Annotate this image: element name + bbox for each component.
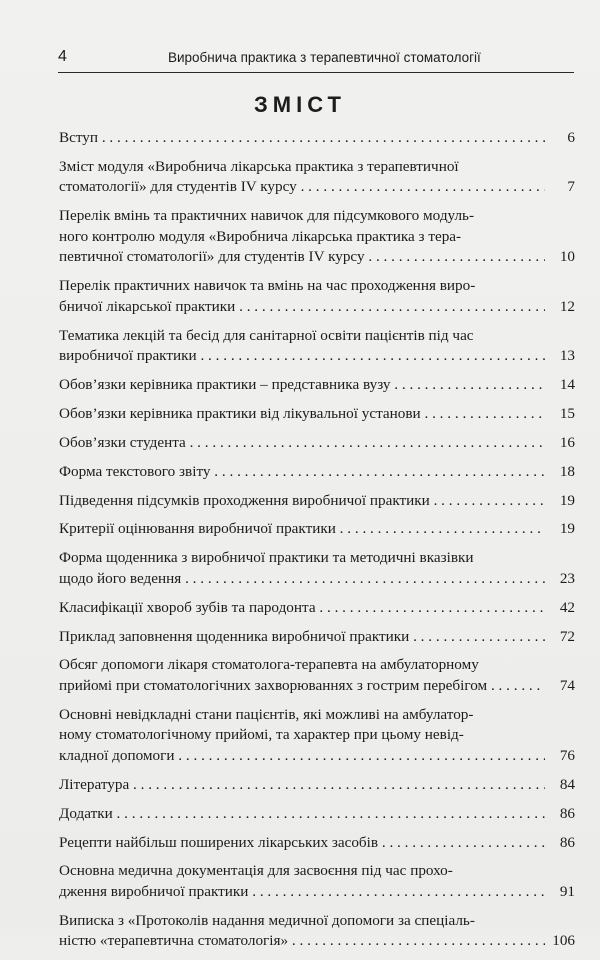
toc-title: ЗМІСТ bbox=[254, 92, 346, 117]
toc-entry-line: Додатки . . . bbox=[59, 804, 545, 825]
toc-entry-page: 42 bbox=[559, 598, 575, 616]
toc-entry-line: Тематика лекцій та бесід для санітарної освіти пацієнтів під час bbox=[59, 326, 474, 344]
table-of-contents bbox=[59, 128, 575, 960]
toc-entry bbox=[59, 705, 575, 767]
toc-entry-title bbox=[59, 861, 545, 902]
toc-entry-title bbox=[59, 627, 545, 648]
toc-entry-page: 106 bbox=[552, 932, 575, 950]
toc-entry bbox=[59, 375, 575, 396]
toc-entry-line: ністю «терапевтична стоматологія» . . . bbox=[59, 931, 545, 952]
toc-entry-line: прийомі при стоматологічних захворюваннях з гострим перебігом . . . bbox=[59, 676, 545, 697]
toc-entry bbox=[59, 206, 575, 268]
toc-entry-line: Форма щоденника з виробничої практики та методичні вказівки bbox=[59, 549, 474, 567]
toc-entry-page: 13 bbox=[559, 347, 575, 365]
toc-entry-line: певтичної стоматології» для студентів ІV курсу . . . bbox=[59, 247, 545, 268]
running-header bbox=[58, 46, 574, 73]
toc-entry-line: Перелік практичних навичок та вмінь на час проходження виро- bbox=[59, 277, 476, 295]
toc-entry-title bbox=[59, 462, 545, 483]
toc-entry bbox=[59, 404, 575, 425]
toc-entry-page: 6 bbox=[567, 129, 575, 146]
toc-entry-page: 86 bbox=[559, 804, 575, 822]
toc-entry bbox=[59, 128, 575, 149]
toc-entry-title bbox=[59, 548, 545, 589]
toc-entry-line: Обов’язки керівника практики від лікувальної установи . . . bbox=[59, 404, 545, 425]
toc-entry-title bbox=[59, 775, 545, 796]
toc-entry-line: кладної допомоги . . . bbox=[59, 746, 545, 767]
toc-entry-line: Приклад заповнення щоденника виробничої практики . . . bbox=[59, 627, 545, 648]
toc-entry-page: 84 bbox=[559, 775, 575, 793]
toc-entry-line: Основна медична документація для засвоєння під час прохо- bbox=[59, 862, 453, 880]
toc-entry-line: Обов’язки керівника практики – представника вузу . . . bbox=[59, 375, 545, 396]
toc-entry bbox=[59, 548, 575, 589]
toc-entry-page: 19 bbox=[559, 491, 575, 509]
toc-entry-line: Обсяг допомоги лікаря стоматолога-терапевта на амбулаторному bbox=[59, 656, 479, 674]
toc-entry bbox=[59, 157, 575, 198]
toc-entry-title bbox=[59, 404, 545, 425]
toc-entry-line: ного контролю модуля «Виробнича лікарська практика з тера- bbox=[59, 227, 462, 245]
toc-entry-line: бничої лікарської практики . . . bbox=[59, 297, 545, 318]
toc-entry-title bbox=[59, 598, 545, 619]
toc-entry-line: Виписка з «Протоколів надання медичної допомоги за спеціаль- bbox=[59, 911, 475, 929]
toc-entry-line: щодо його ведення . . . bbox=[59, 569, 545, 590]
toc-entry-line: Рецепти найбільш поширених лікарських засобів . . . bbox=[59, 833, 545, 854]
toc-entry-title bbox=[59, 491, 545, 512]
toc-entry bbox=[59, 804, 575, 825]
toc-entry-line: дження виробничої практики . . . bbox=[59, 882, 545, 903]
toc-entry bbox=[59, 433, 575, 454]
toc-entry-title bbox=[59, 326, 545, 367]
toc-entry bbox=[59, 911, 575, 952]
toc-entry-page: 72 bbox=[559, 627, 575, 645]
toc-entry-title bbox=[59, 375, 545, 396]
toc-entry-page: 76 bbox=[559, 746, 575, 764]
toc-entry-page: 12 bbox=[559, 297, 575, 315]
toc-entry-line: ному стоматологічному прийомі, та характер при цьому невід- bbox=[59, 726, 464, 744]
toc-entry-page: 15 bbox=[559, 404, 575, 422]
toc-entry-line: стоматології» для студентів ІV курсу . . . bbox=[59, 177, 545, 198]
toc-entry-page: 19 bbox=[559, 520, 575, 538]
toc-entry-page: 14 bbox=[559, 375, 575, 393]
toc-entry-title bbox=[59, 128, 545, 149]
toc-entry-line: Перелік вмінь та практичних навичок для підсумкового модуль- bbox=[59, 207, 475, 225]
toc-entry-title bbox=[59, 833, 545, 854]
toc-entry-line: виробничої практики . . . bbox=[59, 346, 545, 367]
toc-entry-page: 7 bbox=[567, 178, 575, 196]
running-header-title: Виробнича практика з терапевтичної стоматології bbox=[168, 50, 481, 65]
toc-entry-title bbox=[59, 911, 545, 952]
toc-entry bbox=[59, 598, 575, 619]
toc-entry bbox=[59, 276, 575, 317]
toc-entry-title bbox=[59, 519, 545, 540]
toc-entry-title bbox=[59, 276, 545, 317]
toc-entry bbox=[59, 462, 575, 483]
toc-entry-line: Література . . . bbox=[59, 775, 545, 796]
toc-entry-line: Обов’язки студента . . . bbox=[59, 433, 545, 454]
toc-entry-line: Зміст модуля «Виробнича лікарська практика з терапевтичної bbox=[59, 157, 459, 175]
toc-entry-page: 86 bbox=[559, 833, 575, 851]
toc-entry-page: 10 bbox=[559, 248, 575, 266]
toc-entry-line: Підведення підсумків проходження виробничої практики . . . bbox=[59, 491, 545, 512]
toc-entry bbox=[59, 491, 575, 512]
toc-entry bbox=[59, 519, 575, 540]
toc-entry-page: 16 bbox=[559, 433, 575, 451]
toc-entry-page: 18 bbox=[559, 462, 575, 480]
toc-entry-page: 74 bbox=[559, 676, 575, 694]
toc-entry-line: Критерії оцінювання виробничої практики . . . bbox=[59, 519, 545, 540]
toc-entry-line: Вступ . . . bbox=[59, 128, 545, 149]
toc-entry-title bbox=[59, 655, 545, 696]
toc-entry-page: 23 bbox=[559, 569, 575, 587]
toc-entry bbox=[59, 326, 575, 367]
toc-entry bbox=[59, 775, 575, 796]
toc-entry-title bbox=[59, 206, 545, 268]
page-number: 4 bbox=[58, 48, 67, 65]
toc-entry-line: Класифікації хвороб зубів та пародонта . . . bbox=[59, 598, 545, 619]
toc-entry-title bbox=[59, 804, 545, 825]
toc-entry-page: 91 bbox=[559, 882, 575, 900]
toc-entry-line: Форма текстового звіту . . . bbox=[59, 462, 545, 483]
toc-entry-title bbox=[59, 705, 545, 767]
toc-entry-line: Основні невідкладні стани пацієнтів, які можливі на амбулатор- bbox=[59, 705, 474, 723]
toc-entry bbox=[59, 861, 575, 902]
toc-entry bbox=[59, 833, 575, 854]
toc-entry-title bbox=[59, 157, 545, 198]
toc-entry-title bbox=[59, 433, 545, 454]
toc-entry bbox=[59, 627, 575, 648]
toc-entry bbox=[59, 655, 575, 696]
